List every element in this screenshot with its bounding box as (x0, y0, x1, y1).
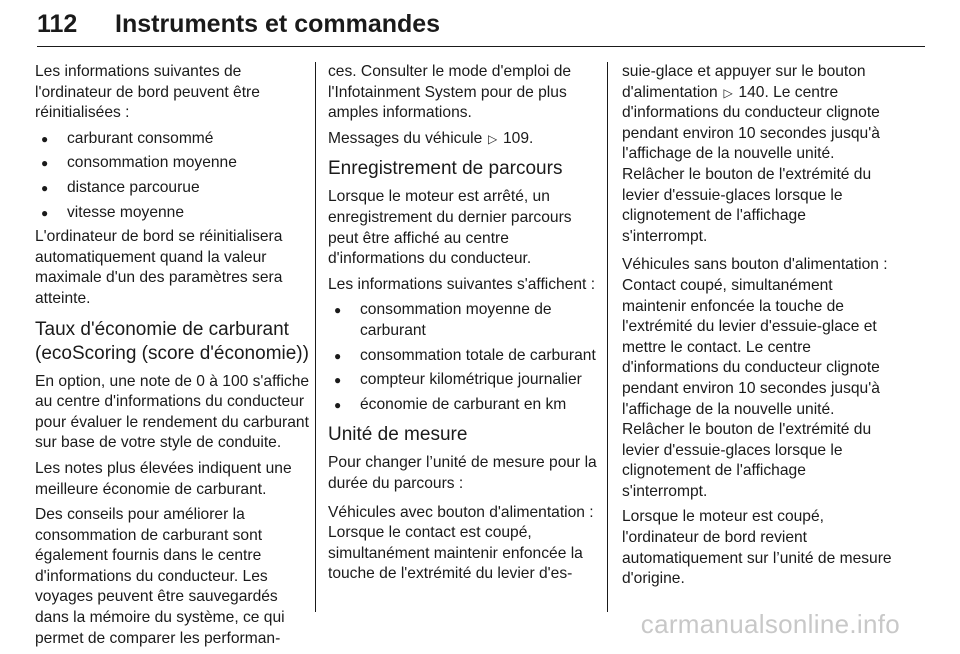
list-item: ● consommation moyenne (35, 153, 313, 174)
reference-page: 140. (738, 83, 769, 101)
text-column-1 (35, 62, 313, 654)
list-item: ● vitesse moyenne (35, 203, 313, 224)
paragraph: Lorsque le moteur est arrêté, un enregistrement du dernier parcours peut être affiché au centre d'informations du conducteur. (328, 188, 572, 268)
list-item: ● consommation moyenne de carburant (328, 300, 598, 341)
list-item: ● économie de carburant en km (328, 395, 598, 416)
subsection-heading: Véhicules avec bouton d'alimentation : (328, 503, 594, 521)
paragraph: Les informations suivantes de l'ordinateur de bord peuvent être réinitialisées : (35, 63, 260, 122)
paragraph: Pour changer l’unité de mesure pour la durée du parcours : (328, 454, 597, 492)
page-header (37, 8, 925, 47)
paragraph: Contact coupé, simultanément maintenir enfoncée la touche de l'extrémité du levier d'essuie-glace et mettre le contact. Le centre d'informations du conducteur clignote pendant environ 10 secondes jusqu'à l'affichage de la nouvelle unité. Relâcher le bouton de l'extrémité du levier d'essuie-glaces lorsque le clignotement de l'affichage s'interrompt. (622, 276, 880, 500)
bullet-list (328, 300, 598, 415)
section-heading: Unité de mesure (328, 424, 468, 446)
watermark: carmanualsonline.info (640, 609, 900, 639)
column-divider (607, 62, 608, 612)
text-column-2 (328, 62, 598, 590)
paragraph: En option, une note de 0 à 100 s'affiche au centre d'informations du conducteur pour évaluer le rendement du carburant sur base de votre style de conduite. (35, 372, 310, 452)
reference-page: 109. (502, 129, 534, 147)
page-number: 112 (37, 10, 78, 38)
paragraph: Lorsque le moteur est coupé, l'ordinateur de bord revient automatiquement sur l’unité de mesure d'origine. (622, 508, 892, 588)
list-item: ● consommation totale de carburant (328, 346, 598, 367)
paragraph: Les informations suivantes s'affichent : (328, 275, 596, 293)
paragraph: Lorsque le contact est coupé, simultanément maintenir enfoncée la touche de l'extrémité du levier d'es- (328, 524, 583, 583)
paragraph: ces. Consulter le mode d'emploi de l'Infotainment System pour de plus amples informations. (328, 63, 572, 122)
paragraph: L'ordinateur de bord se réinitialisera automatiquement quand la valeur maximale d'un des paramètres sera atteinte. (35, 228, 283, 307)
paragraph: suie-glace et appuyer sur le bouton d'alimentation ▷ 140. Le centre d'informations du conducteur clignote pendant environ 10 secondes jusqu'à l'affichage de la nouvelle unité. Relâcher le bouton de l'extrémité du levier d'essuie-glaces lorsque le clignotement de l'affichage s'interrompt. (622, 63, 880, 245)
page-reference-icon: ▷ (723, 85, 733, 100)
bullet-list (35, 129, 313, 223)
section-heading: Taux d'économie de carburant (ecoScoring (score d'économie)) (35, 318, 309, 364)
paragraph: Des conseils pour améliorer la consommation de carburant sont également fournis dans le centre d'informations du conducteur. Les voyages peuvent être sauvegardés dans la mémoire du système, ce qui permet de comparer les performan- (35, 506, 285, 647)
chapter-title: Instruments et commandes (115, 10, 441, 38)
reference-text: Messages du véhicule (328, 129, 483, 147)
paragraph: Les notes plus élevées indiquent une meilleure économie de carburant. (35, 459, 292, 498)
cross-reference (328, 129, 598, 150)
text-column-3 (622, 62, 892, 595)
subsection-heading: Véhicules sans bouton d'alimentation : (622, 256, 888, 274)
list-item: ● compteur kilométrique journalier (328, 370, 598, 391)
list-item: ● carburant consommé (35, 129, 313, 150)
list-item: ● distance parcourue (35, 178, 313, 199)
section-heading: Enregistrement de parcours (328, 158, 563, 180)
column-divider (315, 62, 316, 612)
page-reference-icon: ▷ (488, 131, 498, 146)
